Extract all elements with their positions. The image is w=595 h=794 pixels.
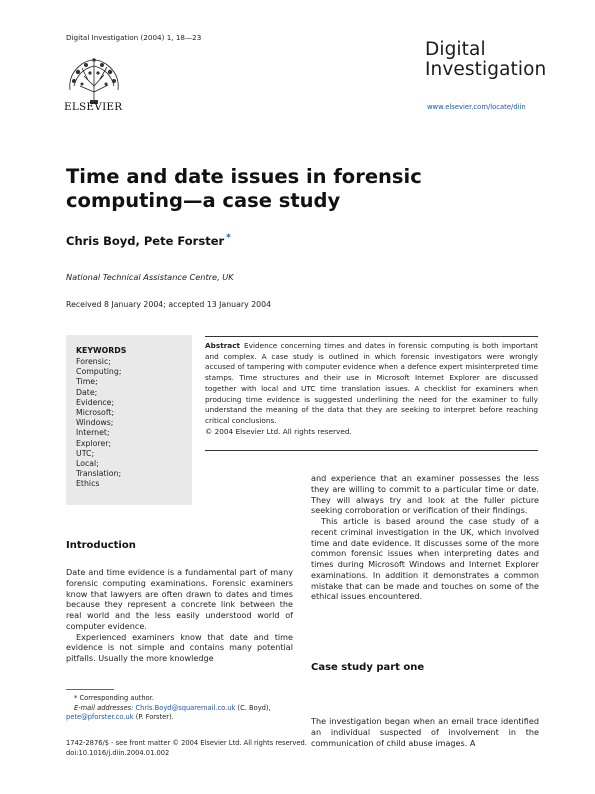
- affiliation: National Technical Assistance Centre, UK: [66, 272, 234, 282]
- right-column-text: [311, 473, 539, 602]
- article-title: Time and date issues in forensic computing—a case study: [66, 165, 422, 212]
- journal-reference: Digital Investigation (2004) 1, 18—23: [66, 33, 202, 42]
- journal-url-link[interactable]: www.elsevier.com/locate/diin: [427, 103, 526, 111]
- paragraph: and experience that an examiner possesses the less they are willing to commit to a particular time or date. They will always try and look at the fuller picture seeking corroboration or verification of their findings.: [311, 473, 539, 516]
- brand-line-2: Investigation: [425, 59, 547, 80]
- keyword-item: Evidence;: [76, 397, 115, 407]
- keyword-item: Microsoft;: [76, 408, 115, 418]
- footnote: [66, 694, 296, 723]
- keyword-item: Date;: [76, 387, 98, 397]
- keyword-item: Ethics: [76, 479, 100, 489]
- email-link-boyd[interactable]: Chris.Boyd@squaremail.co.uk: [135, 703, 236, 712]
- keyword-item: Forensic;: [76, 357, 111, 366]
- abstract-block: [205, 341, 538, 437]
- issn-line: 1742-2876/$ - see front matter © 2004 Elsevier Ltd. All rights reserved.: [66, 739, 307, 747]
- right-column-text-2: [311, 716, 539, 748]
- section-heading-case-study: Case study part one: [311, 662, 425, 673]
- keyword-item: Internet;: [76, 428, 110, 438]
- author-names: Chris Boyd, Pete Forster: [66, 233, 225, 248]
- abstract-bottom-rule: [205, 450, 538, 451]
- corresponding-author-mark[interactable]: *: [226, 233, 231, 243]
- abstract-text: Evidence concerning times and dates in forensic computing is both important and complex. A case study is outlined in which forensic investigators were wrongly accused of tampering with computer evidence when a defence expert misinterpreted time stamps. Time structures and their use in Microsoft Internet Explorer are discussed together with local and UTC time translation issues. A checklist for examiners when producing time evidence is suggested underlining the need for the examiner to fully understand the meaning of the data that they are seeking to interpret before reaching critical conclusions.: [205, 341, 538, 425]
- footnote-name-boyd: (C. Boyd),: [237, 703, 271, 712]
- doi-line: doi:10.1016/j.diin.2004.01.002: [66, 749, 170, 757]
- abstract-top-rule: [205, 336, 538, 337]
- footnote-name-forster: (P. Forster).: [135, 713, 174, 722]
- footnote-mark: *: [74, 694, 78, 702]
- footnote-rule: [66, 689, 114, 690]
- keyword-item: UTC;: [76, 448, 95, 458]
- abstract-copyright: © 2004 Elsevier Ltd. All rights reserved.: [205, 426, 352, 436]
- email-link-forster[interactable]: pete@pforster.co.uk: [66, 713, 134, 722]
- keyword-item: Computing;: [76, 367, 122, 377]
- brand-line-1: Digital: [425, 39, 486, 60]
- paragraph: Date and time evidence is a fundamental part of many forensic computing examinations. Forensic examiners know that lawyers are often drawn to dates and times because they represent a concrete link between the real world and the less easily understood world of computer evidence.: [66, 567, 293, 631]
- footnote-corresponding: Corresponding author.: [79, 694, 154, 702]
- keywords-list: [76, 357, 121, 490]
- received-dates: Received 8 January 2004; accepted 13 January 2004: [66, 300, 272, 309]
- keywords-heading: KEYWORDS: [76, 346, 127, 355]
- left-column-text: [66, 567, 293, 664]
- keyword-item: Explorer;: [76, 438, 112, 448]
- paragraph: The investigation began when an email trace identified an individual suspected of involvement in the communication of child abuse images. A: [311, 716, 539, 748]
- keyword-item: Windows;: [76, 418, 114, 428]
- keyword-item: Translation;: [76, 469, 122, 479]
- author-line: [66, 233, 231, 248]
- paragraph: This article is based around the case study of a recent criminal investigation in the UK, which involved time and date evidence. It discusses some of the more common forensic issues when interpreting dates and times during Microsoft Windows and Internet Explorer examinations. In addition it demonstrates a common mistake that can be made and touches on some of the ethical issues encountered.: [311, 516, 539, 602]
- footnote-email-label: E-mail addresses:: [74, 703, 134, 712]
- paragraph: Experienced examiners know that date and time evidence is not simple and contains many potential pitfalls. Usually the more knowledge: [66, 631, 293, 663]
- publisher-name: ELSEVIER: [64, 101, 123, 113]
- front-matter-info: [66, 738, 307, 758]
- abstract-label: Abstract: [205, 341, 241, 350]
- section-heading-introduction: Introduction: [66, 540, 136, 551]
- journal-brand: [425, 40, 546, 80]
- keyword-item: Local;: [76, 459, 99, 469]
- keyword-item: Time;: [76, 377, 98, 387]
